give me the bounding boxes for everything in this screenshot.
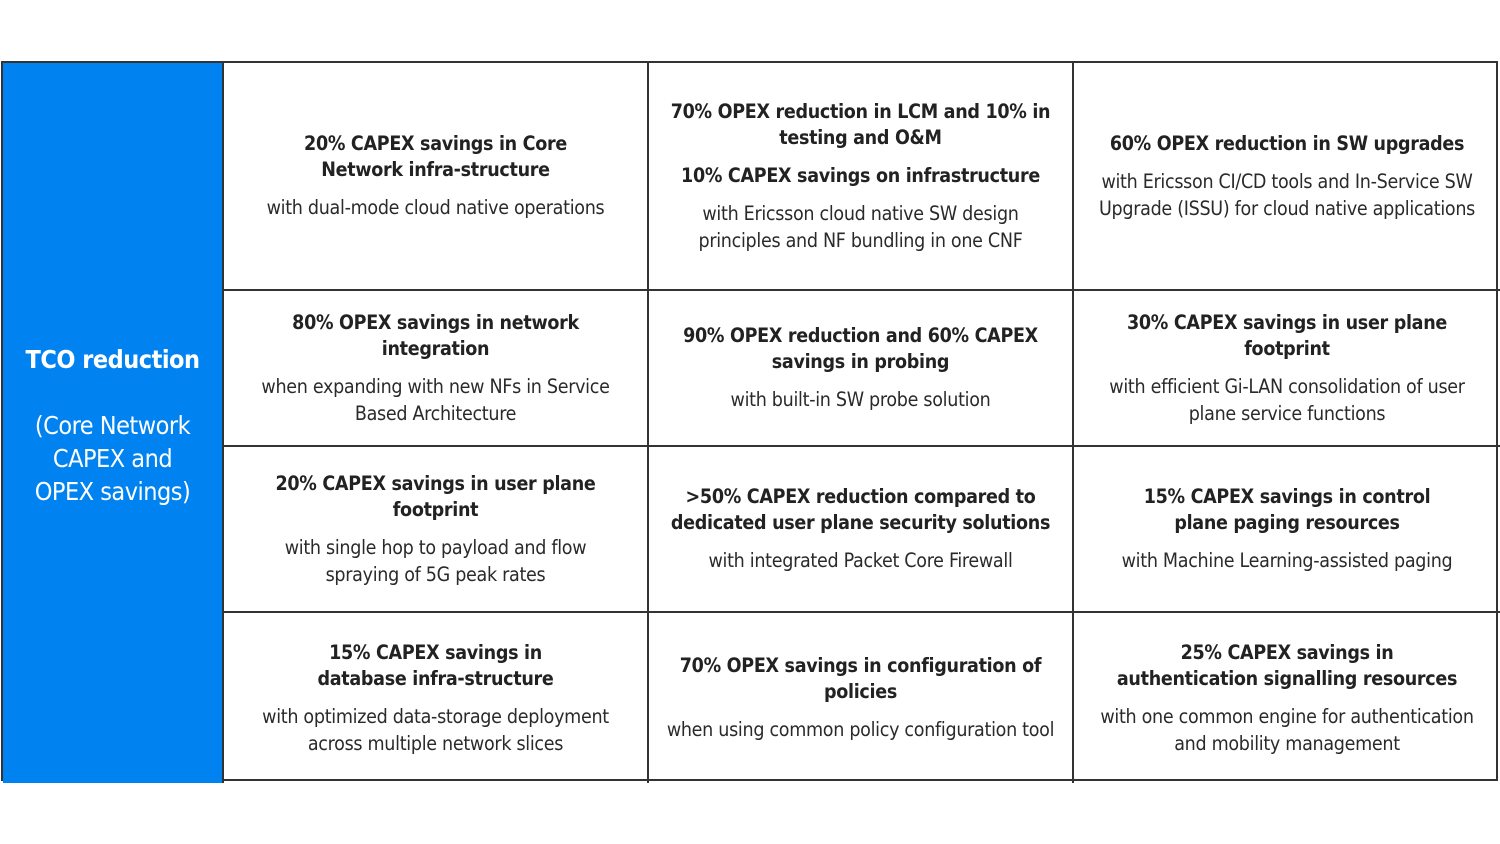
cell-headline: 30% CAPEX savings in user plane footprint — [1126, 310, 1448, 360]
cell-headline: 90% OPEX reduction and 60% CAPEX savings in probing — [683, 324, 1038, 373]
side-subtitle-line: OPEX savings) — [34, 477, 191, 506]
cell-headline: 15% CAPEX savings in database infra-structure — [317, 640, 554, 690]
cell-headline: 10% CAPEX savings on infrastructure — [681, 163, 1040, 187]
table-cell — [649, 63, 1074, 291]
cell-body: when using common policy configuration tool — [666, 718, 1055, 741]
table-cell — [649, 447, 1074, 613]
cell-headline: 20% CAPEX savings in user plane footprint — [275, 471, 596, 521]
side-subtitle-line: (Core Network — [34, 411, 191, 440]
cell-body: with one common engine for authentication and mobility management — [1100, 704, 1474, 755]
cell-headline: >50% CAPEX reduction compared to dedicated user plane security solutions — [670, 485, 1051, 534]
cell-body: with dual-mode cloud native operations — [266, 196, 605, 219]
cell-headline: 80% OPEX savings in network integration — [292, 310, 579, 360]
tco-table — [1, 61, 1498, 781]
cell-body: with Ericsson cloud native SW design principles and NF bundling in one CNF — [698, 201, 1023, 252]
side-subtitle — [35, 409, 191, 508]
cell-body: with single hop to payload and flow spraying of 5G peak rates — [284, 535, 587, 586]
side-subtitle-line: CAPEX and — [52, 444, 173, 473]
table-cell — [1074, 291, 1500, 447]
table-cell — [649, 291, 1074, 447]
cell-headline: 15% CAPEX savings in control plane paging resources — [1143, 485, 1431, 534]
cell-body: when expanding with new NFs in Service Based Architecture — [261, 374, 610, 425]
table-cell — [649, 613, 1074, 783]
cell-body: with efficient Gi-LAN consolidation of user plane service functions — [1109, 374, 1465, 425]
cell-headline: 20% CAPEX savings in Core Network infra-structure — [304, 132, 567, 181]
cell-body: with optimized data-storage deployment across multiple network slices — [262, 704, 609, 755]
side-title: TCO reduction — [25, 345, 200, 374]
cell-headline: 70% OPEX reduction in LCM and 10% in testing and O&M — [670, 99, 1051, 149]
table-cell — [224, 613, 649, 783]
table-cell — [1074, 447, 1500, 613]
table-cell — [224, 63, 649, 291]
tco-reduction-header — [3, 63, 224, 783]
table-cell — [1074, 63, 1500, 291]
cell-body: with built-in SW probe solution — [730, 388, 991, 411]
cell-headline: 70% OPEX savings in configuration of policies — [679, 654, 1042, 703]
cell-body: with Ericsson CI/CD tools and In-Service SW Upgrade (ISSU) for cloud native applications — [1099, 169, 1475, 220]
cell-headline: 60% OPEX reduction in SW upgrades — [1109, 131, 1465, 155]
cell-body: with integrated Packet Core Firewall — [708, 549, 1013, 572]
table-cell — [224, 447, 649, 613]
cell-headline: 25% CAPEX savings in authentication signalling resources — [1116, 640, 1458, 690]
table-cell — [224, 291, 649, 447]
table-cell — [1074, 613, 1500, 783]
cell-body: with Machine Learning-assisted paging — [1121, 549, 1453, 572]
